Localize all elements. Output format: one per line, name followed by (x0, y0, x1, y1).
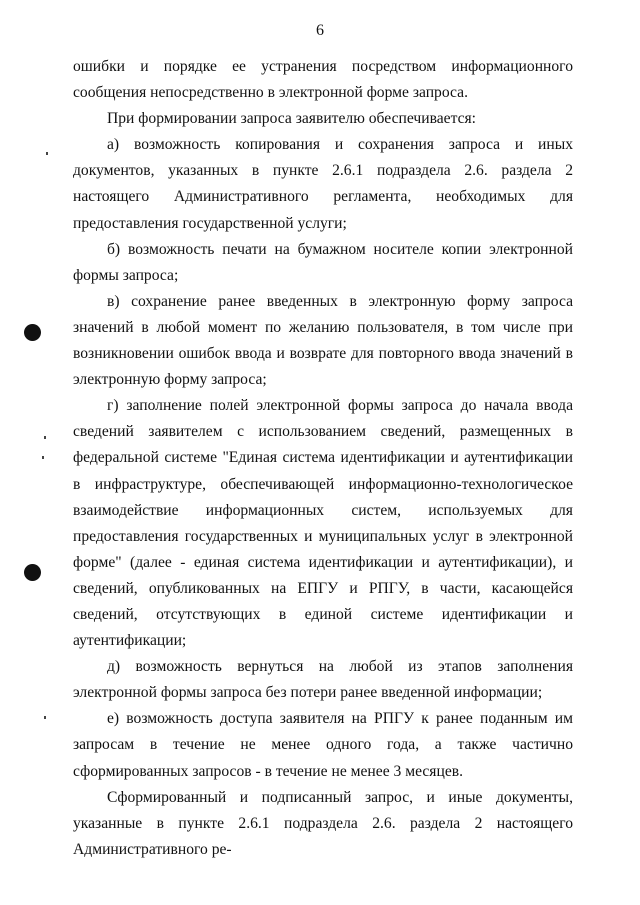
scan-speck (46, 152, 48, 155)
paragraph-continuation: ошибки и порядке ее устранения посредством информационного сообщения непосредственно в электронной форме запроса. (73, 58, 573, 102)
list-item-g: г) заполнение полей электронной формы запроса до начала ввода сведений заявителем с использованием сведений, размещенных в федеральной системе "Единая система идентификации и аутентификации в инфраструктуре, обеспечивающей информационно-технологическое взаимодействие информационных систем, используемых для предоставления государственных и муниципальных услуг в электронной форме" (далее - единая система идентификации и аутентификации), и сведений, опубликованных на ЕПГУ и РПГУ, в части, касающейся сведений, отсутствующих в единой системе идентификации и аутентификации; (73, 397, 573, 650)
list-item-e: е) возможность доступа заявителя на РПГУ к ранее поданным им запросам в течение не менее одного года, а также частично сформированных запросов - в течение не менее 3 месяцев. (73, 710, 573, 780)
paragraph-intro: При формировании запроса заявителю обеспечивается: (107, 110, 476, 128)
document-body (73, 54, 573, 863)
page-number: 6 (316, 22, 324, 39)
list-item-a: а) возможность копирования и сохранения запроса и иных документов, указанных в пункте 2.6.1 подраздела 2.6. раздела 2 настоящего Административного регламента, необходимых для предоставления государственной услуги; (73, 136, 573, 232)
punch-hole-bottom (24, 564, 41, 581)
scan-speck (42, 456, 44, 459)
list-item-v: в) сохранение ранее введенных в электронную форму запроса значений в любой момент по желанию пользователя, в том числе при возникновении ошибок ввода и возврате для повторного ввода значений в электронную форму запроса; (73, 292, 573, 389)
paragraph-final: Сформированный и подписанный запрос, и иные документы, указанные в пункте 2.6.1 подраздела 2.6. раздела 2 настоящего Административного ре- (73, 788, 573, 858)
scan-speck (44, 436, 46, 439)
list-item-d: д) возможность вернуться на любой из этапов заполнения электронной формы запроса без потери ранее введенной информации; (73, 658, 573, 702)
punch-hole-top (24, 324, 41, 341)
list-item-b: б) возможность печати на бумажном носителе копии электронной формы запроса; (73, 240, 573, 284)
scan-speck (44, 716, 46, 719)
